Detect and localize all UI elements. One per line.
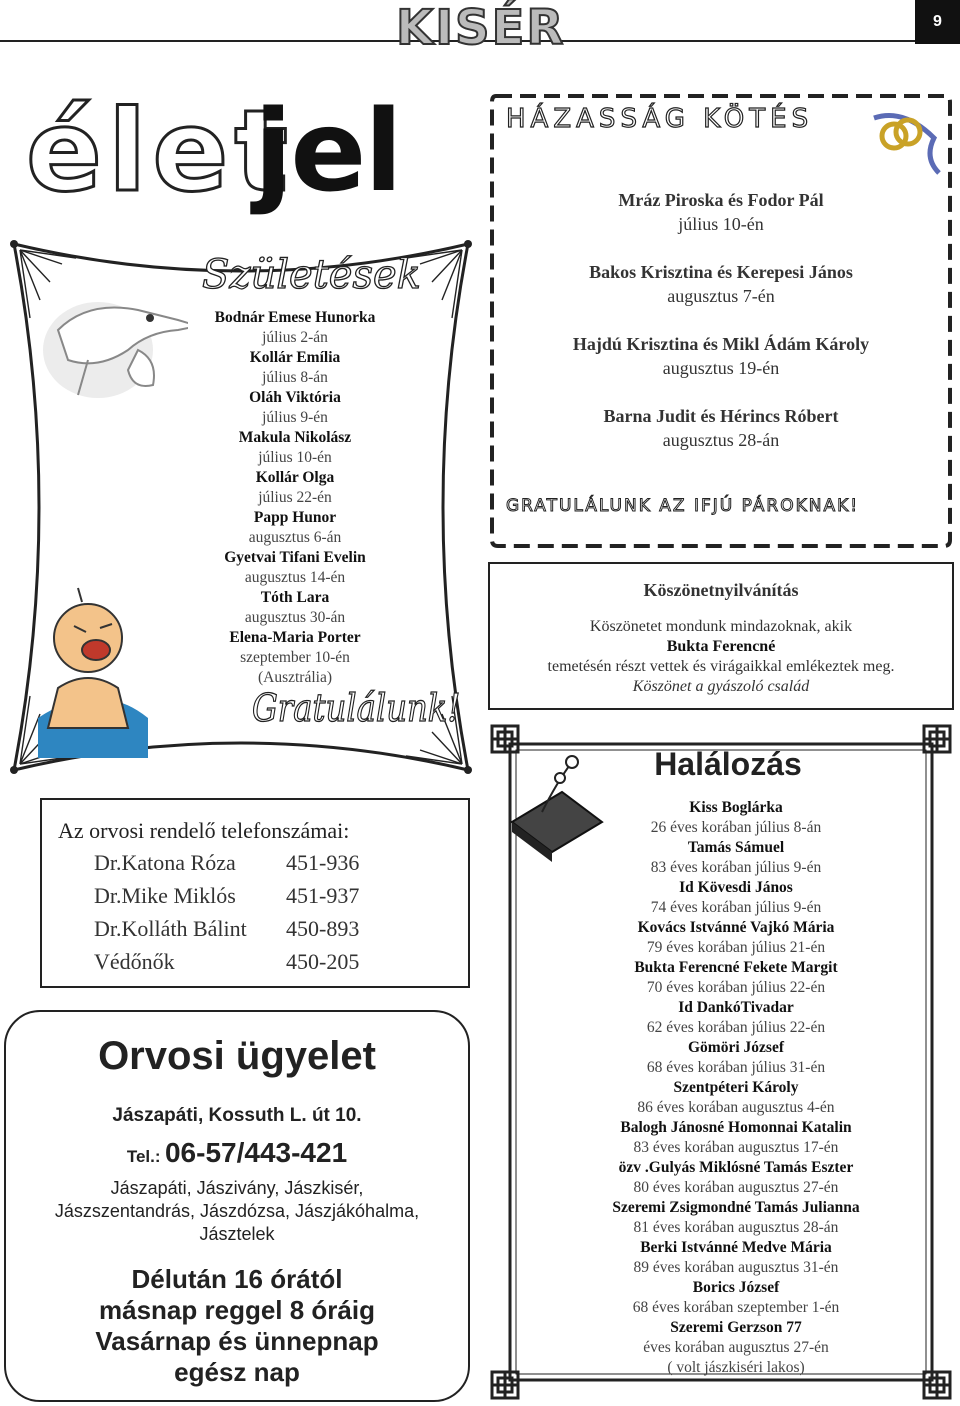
thanks-signature: Köszönet a gyászoló család — [632, 678, 810, 695]
birth-entry — [175, 628, 415, 668]
phone-number: 450-205 — [286, 948, 360, 974]
birth-entry — [175, 508, 415, 548]
birth-date: július 9-én — [262, 409, 328, 426]
duty-address: Jászapáti, Kossuth L. út 10. — [112, 1105, 362, 1126]
death-name: Gömöri József — [688, 1039, 784, 1056]
birth-date: július 2-án — [262, 329, 328, 346]
death-detail: 80 éves korában augusztus 27-én — [633, 1179, 839, 1196]
page-number: 9 — [915, 0, 960, 44]
birth-date: augusztus 30-án — [244, 609, 346, 626]
death-detail: 89 éves korában augusztus 31-én — [633, 1259, 839, 1276]
duty-title: Orvosi ügyelet — [98, 1034, 376, 1078]
phone-contact-name: Dr.Mike Miklós — [94, 882, 236, 908]
death-name: özv .Gulyás Miklósné Tamás Eszter — [618, 1159, 854, 1176]
birth-name: Makula Nikolász — [238, 429, 352, 446]
duty-town-line: Jászszentandrás, Jászdózsa, Jászjákóhalma, — [54, 1201, 420, 1221]
duty-hours-line: egész nap — [174, 1357, 300, 1387]
death-entry — [588, 958, 884, 998]
birth-name: Kollár Olga — [255, 469, 335, 486]
duty-hours-line: másnap reggel 8 óráig — [99, 1295, 375, 1325]
death-name: Id Kövesdi János — [679, 879, 793, 896]
birth-name: Elena-Maria Porter — [229, 629, 361, 646]
death-entry — [588, 878, 884, 918]
marriage-congrats: GRATULÁLUNK AZ IFJÚ PÁROKNAK! — [506, 496, 860, 516]
deaths-box — [488, 722, 954, 1402]
couple-names: Barna Judit és Hérincs Róbert — [603, 406, 839, 426]
death-entry — [588, 1118, 884, 1158]
thanks-line: Köszönetet mondunk mindazoknak, akik — [589, 618, 853, 635]
phone-row — [94, 846, 359, 879]
deaths-list — [588, 798, 884, 1378]
birth-name: Tóth Lara — [260, 589, 330, 606]
duty-hours — [6, 1264, 468, 1388]
phones-table — [94, 846, 359, 978]
births-list — [175, 308, 415, 688]
birth-entry — [175, 548, 415, 588]
stork-illustration — [28, 260, 188, 400]
death-detail: 83 éves korában augusztus 17-én — [633, 1139, 839, 1156]
birth-entry — [175, 428, 415, 468]
death-name: Kiss Boglárka — [689, 799, 783, 816]
phone-row — [94, 945, 359, 978]
death-entry — [588, 918, 884, 958]
birth-entry — [175, 348, 415, 388]
death-name: Szentpéteri Károly — [673, 1079, 799, 1096]
death-entry — [588, 1038, 884, 1078]
couple-entry — [488, 332, 954, 380]
couple-entry — [488, 188, 954, 236]
death-entry — [588, 1318, 884, 1358]
death-name: Szeremi Gerzson 77 — [670, 1319, 802, 1336]
death-detail: 70 éves korában július 22-én — [646, 979, 826, 996]
death-entry — [588, 1278, 884, 1318]
birth-entry — [175, 308, 415, 348]
death-name: Balogh Jánosné Homonnai Katalin — [620, 1119, 852, 1136]
birth-name: Oláh Viktória — [249, 389, 341, 406]
thanks-body — [490, 617, 952, 677]
death-detail: 83 éves korában július 9-én — [650, 859, 822, 876]
medical-duty-box — [4, 1010, 470, 1402]
duty-town-line: Jásztelek — [199, 1224, 275, 1244]
birth-date: július 8-án — [262, 369, 328, 386]
duty-tel-label: Tel.: — [126, 1147, 161, 1166]
couple-entry — [488, 404, 954, 452]
death-name: Borics József — [692, 1279, 780, 1296]
duty-towns — [6, 1177, 468, 1246]
births-congrats: Gratulálunk! — [252, 686, 461, 730]
couple-date: augusztus 28-án — [662, 430, 780, 450]
eletjel-bold-text: jel — [254, 87, 401, 217]
death-detail: 74 éves korában július 9-én — [650, 899, 822, 916]
death-detail: 79 éves korában július 21-én — [646, 939, 826, 956]
death-detail: 68 éves korában szeptember 1-én — [632, 1299, 840, 1316]
phone-number: 450-893 — [286, 915, 360, 941]
couple-date: július 10-én — [678, 214, 764, 234]
duty-tel-number: 06-57/443-421 — [164, 1137, 348, 1168]
phones-box — [40, 798, 470, 988]
death-detail: 26 éves korában július 8-án — [650, 819, 822, 836]
death-entry — [588, 838, 884, 878]
death-entry — [588, 1158, 884, 1198]
thanks-title: Köszönetnyilvánítás — [643, 580, 799, 600]
death-name: Kovács Istvánné Vajkó Mária — [637, 919, 835, 936]
marriage-title: HÁZASSÁG KÖTÉS — [506, 104, 814, 134]
birth-name: Papp Hunor — [253, 509, 337, 526]
duty-hours-line: Délután 16 órától — [131, 1264, 343, 1294]
death-detail: 86 éves korában augusztus 4-én — [637, 1099, 835, 1116]
birth-note: (Ausztrália) — [257, 669, 333, 686]
couple-names: Mráz Piroska és Fodor Pál — [618, 190, 824, 210]
birth-name: Bodnár Emese Hunorka — [214, 309, 376, 326]
birth-date: július 22-én — [258, 489, 332, 506]
couple-date: augusztus 19-én — [662, 358, 780, 378]
death-entry — [588, 998, 884, 1038]
phone-number: 451-937 — [286, 882, 360, 908]
phone-contact-name: Dr.Katona Róza — [94, 849, 236, 875]
duty-telephone — [6, 1137, 468, 1169]
birth-date: augusztus 6-án — [248, 529, 342, 546]
birth-entry — [175, 468, 415, 508]
thanks-box — [488, 562, 954, 710]
death-entry — [588, 1078, 884, 1118]
crying-baby-illustration — [38, 568, 148, 758]
death-detail: 81 éves korában augusztus 28-án — [633, 1219, 839, 1236]
birth-entry — [175, 588, 415, 628]
phone-contact-name: Védőnők — [94, 948, 175, 974]
birth-date: július 10-én — [258, 449, 332, 466]
death-name: Berki Istvánné Medve Mária — [640, 1239, 832, 1256]
births-box — [10, 238, 472, 776]
wedding-rings-icon — [864, 98, 944, 178]
death-footnote: ( volt jászkiséri lakos) — [667, 1359, 805, 1376]
birth-date: augusztus 14-én — [244, 569, 346, 586]
phone-contact-name: Dr.Kolláth Bálint — [94, 915, 247, 941]
death-name: Szeremi Zsigmondné Tamás Julianna — [612, 1199, 860, 1216]
couple-names: Bakos Krisztina és Kerepesi János — [589, 262, 853, 282]
couple-names: Hajdú Krisztina és Mikl Ádám Károly — [572, 334, 870, 354]
marriage-list — [488, 188, 954, 476]
masthead-logo: KISÉR — [396, 0, 566, 56]
thanks-deceased-name: Bukta Ferencné — [666, 638, 776, 655]
death-entry — [588, 798, 884, 838]
death-detail: 62 éves korában július 22-én — [646, 1019, 826, 1036]
births-title: Születések — [202, 252, 421, 298]
death-name: Bukta Ferencné Fekete Margit — [634, 959, 838, 976]
death-entry — [588, 1238, 884, 1278]
phones-title: Az orvosi rendelő telefonszámai: — [58, 818, 350, 843]
phone-row — [94, 879, 359, 912]
duty-hours-line: Vasárnap és ünnepnap — [95, 1326, 379, 1356]
birth-name: Kollár Emília — [249, 349, 341, 366]
phone-row — [94, 912, 359, 945]
eletjel-outline-text: élet — [26, 87, 294, 217]
couple-date: augusztus 7-én — [667, 286, 775, 306]
death-entry — [588, 1198, 884, 1238]
couple-entry — [488, 260, 954, 308]
death-detail: 68 éves korában július 31-én — [646, 1059, 826, 1076]
death-name: Id DankóTivadar — [678, 999, 794, 1016]
birth-name: Gyetvai Tifani Evelin — [224, 549, 366, 566]
deaths-title: Halálozás — [654, 746, 802, 782]
thanks-line: temetésén részt vettek és virágaikkal emlékeztek meg. — [547, 658, 895, 675]
marriage-box — [488, 92, 954, 550]
phone-number: 451-936 — [286, 849, 360, 875]
birth-date: szeptember 10-én — [240, 649, 350, 666]
birth-entry — [175, 388, 415, 428]
death-detail: éves korában augusztus 27-én — [643, 1339, 829, 1356]
death-name: Tamás Sámuel — [687, 839, 785, 856]
duty-town-line: Jászapáti, Jászivány, Jászkisér, — [110, 1178, 364, 1198]
